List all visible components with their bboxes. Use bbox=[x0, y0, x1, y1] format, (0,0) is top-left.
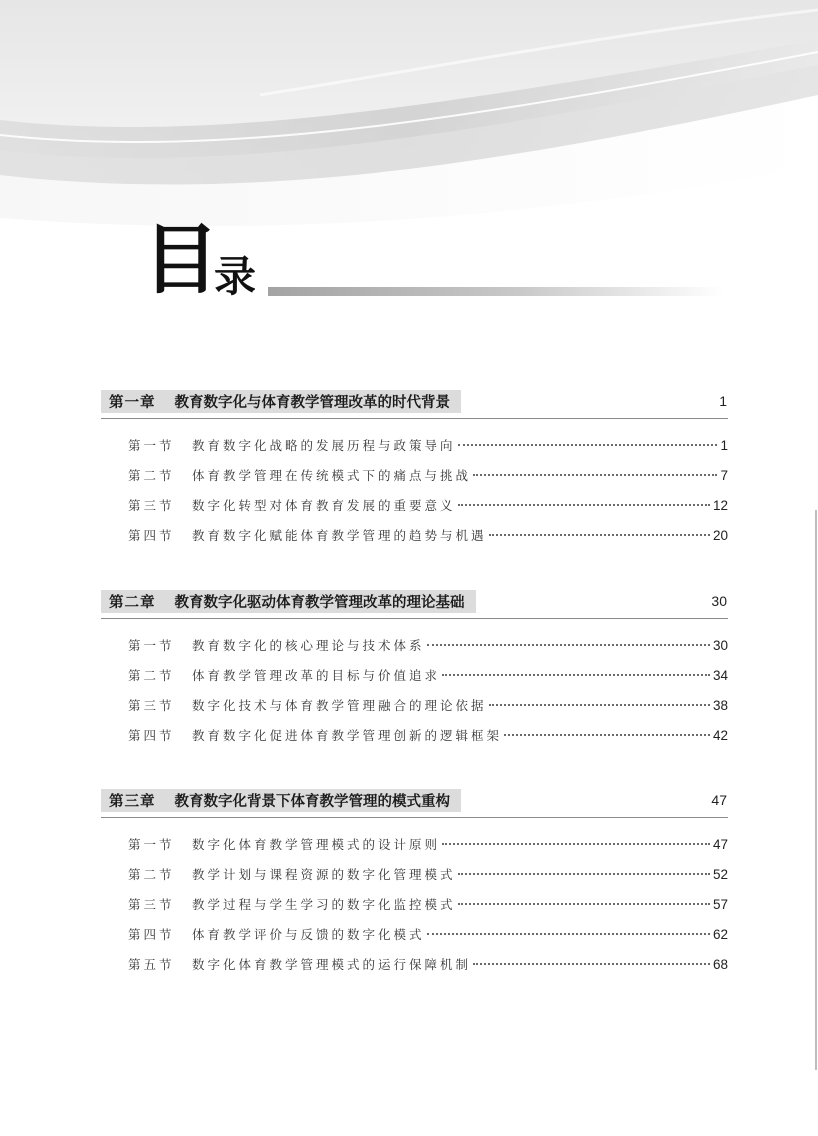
toc-chapter bbox=[101, 390, 728, 556]
section-title: 数字化体育教学管理模式的运行保障机制 bbox=[192, 957, 472, 972]
section-page-number: 38 bbox=[712, 698, 728, 713]
toc-title-gradient-bar bbox=[268, 287, 723, 296]
section-page-number: 62 bbox=[712, 927, 728, 942]
section-page-number: 12 bbox=[712, 498, 728, 513]
toc-section-entry[interactable] bbox=[101, 636, 728, 666]
dot-leader bbox=[489, 704, 710, 706]
chapter-label-box bbox=[101, 590, 476, 613]
section-page-number: 57 bbox=[712, 897, 728, 912]
dot-leader bbox=[458, 504, 710, 506]
section-title: 数字化技术与体育教学管理融合的理论依据 bbox=[192, 698, 487, 713]
chapter-title: 教育数字化与体育教学管理改革的时代背景 bbox=[174, 395, 450, 411]
chapter-title: 教育数字化背景下体育教学管理的模式重构 bbox=[174, 794, 450, 810]
toc-section-entry[interactable] bbox=[101, 496, 728, 526]
dot-leader bbox=[458, 444, 718, 446]
chapter-label-box bbox=[101, 390, 461, 413]
dot-leader bbox=[458, 873, 710, 875]
section-number: 第四节 bbox=[128, 728, 175, 743]
page-edge-line bbox=[815, 510, 817, 1070]
chapter-number: 第一章 bbox=[109, 395, 156, 411]
toc-section-entry[interactable] bbox=[101, 925, 728, 955]
section-number: 第二节 bbox=[128, 468, 175, 483]
chapter-page-number: 30 bbox=[711, 593, 727, 609]
chapter-number: 第二章 bbox=[109, 595, 156, 611]
section-page-number: 7 bbox=[720, 468, 728, 483]
section-page-number: 20 bbox=[712, 528, 728, 543]
toc-section-entry[interactable] bbox=[101, 666, 728, 696]
section-title: 体育教学管理改革的目标与价值追求 bbox=[192, 668, 441, 683]
chapter-page-number: 47 bbox=[711, 792, 727, 808]
section-title: 教学过程与学生学习的数字化监控模式 bbox=[192, 897, 456, 912]
section-list bbox=[101, 419, 728, 556]
section-list bbox=[101, 619, 728, 756]
toc-section-entry[interactable] bbox=[101, 466, 728, 496]
toc-section-entry[interactable] bbox=[101, 436, 728, 466]
section-number: 第三节 bbox=[128, 698, 175, 713]
chapter-label-box bbox=[101, 789, 461, 812]
toc-section-entry[interactable] bbox=[101, 726, 728, 756]
toc-title-small-char: 录 bbox=[214, 252, 257, 301]
section-page-number: 42 bbox=[712, 728, 728, 743]
toc-section-entry[interactable] bbox=[101, 526, 728, 556]
toc-section-entry[interactable] bbox=[101, 865, 728, 895]
toc-title-large-char: 目 bbox=[143, 215, 219, 304]
section-number: 第一节 bbox=[128, 438, 175, 453]
section-title: 数字化转型对体育教育发展的重要意义 bbox=[192, 498, 456, 513]
section-title: 体育教学管理在传统模式下的痛点与挑战 bbox=[192, 468, 472, 483]
section-title: 教育数字化战略的发展历程与政策导向 bbox=[192, 438, 456, 453]
section-number: 第三节 bbox=[128, 897, 175, 912]
section-number: 第二节 bbox=[128, 867, 175, 882]
chapter-heading[interactable] bbox=[101, 789, 728, 818]
section-number: 第一节 bbox=[128, 837, 175, 852]
section-number: 第三节 bbox=[128, 498, 175, 513]
toc-section-entry[interactable] bbox=[101, 895, 728, 925]
section-title: 教育数字化赋能体育教学管理的趋势与机遇 bbox=[192, 528, 487, 543]
dot-leader bbox=[504, 734, 710, 736]
decorative-wave-header bbox=[0, 0, 818, 304]
dot-leader bbox=[427, 933, 710, 935]
section-page-number: 30 bbox=[712, 638, 728, 653]
toc-section-entry[interactable] bbox=[101, 955, 728, 985]
chapter-heading[interactable] bbox=[101, 590, 728, 619]
section-page-number: 52 bbox=[712, 867, 728, 882]
chapter-title: 教育数字化驱动体育教学管理改革的理论基础 bbox=[174, 595, 465, 611]
chapter-heading[interactable] bbox=[101, 390, 728, 419]
section-number: 第五节 bbox=[128, 957, 175, 972]
chapter-number: 第三章 bbox=[109, 794, 156, 810]
section-title: 数字化体育教学管理模式的设计原则 bbox=[192, 837, 441, 852]
chapter-page-number: 1 bbox=[719, 393, 727, 409]
section-number: 第四节 bbox=[128, 528, 175, 543]
section-title: 教育数字化的核心理论与技术体系 bbox=[192, 638, 425, 653]
toc-chapter bbox=[101, 590, 728, 756]
section-number: 第四节 bbox=[128, 927, 175, 942]
section-page-number: 1 bbox=[720, 438, 728, 453]
section-page-number: 47 bbox=[712, 837, 728, 852]
dot-leader bbox=[442, 674, 710, 676]
dot-leader bbox=[489, 534, 710, 536]
section-list bbox=[101, 818, 728, 985]
section-title: 教学计划与课程资源的数字化管理模式 bbox=[192, 867, 456, 882]
dot-leader bbox=[427, 644, 710, 646]
dot-leader bbox=[473, 474, 717, 476]
section-page-number: 34 bbox=[712, 668, 728, 683]
toc-chapter bbox=[101, 789, 728, 985]
section-number: 第二节 bbox=[128, 668, 175, 683]
section-number: 第一节 bbox=[128, 638, 175, 653]
section-title: 教育数字化促进体育教学管理创新的逻辑框架 bbox=[192, 728, 503, 743]
section-title: 体育教学评价与反馈的数字化模式 bbox=[192, 927, 425, 942]
dot-leader bbox=[458, 903, 710, 905]
dot-leader bbox=[442, 843, 710, 845]
section-page-number: 68 bbox=[712, 957, 728, 972]
toc-section-entry[interactable] bbox=[101, 835, 728, 865]
dot-leader bbox=[473, 963, 710, 965]
toc-section-entry[interactable] bbox=[101, 696, 728, 726]
